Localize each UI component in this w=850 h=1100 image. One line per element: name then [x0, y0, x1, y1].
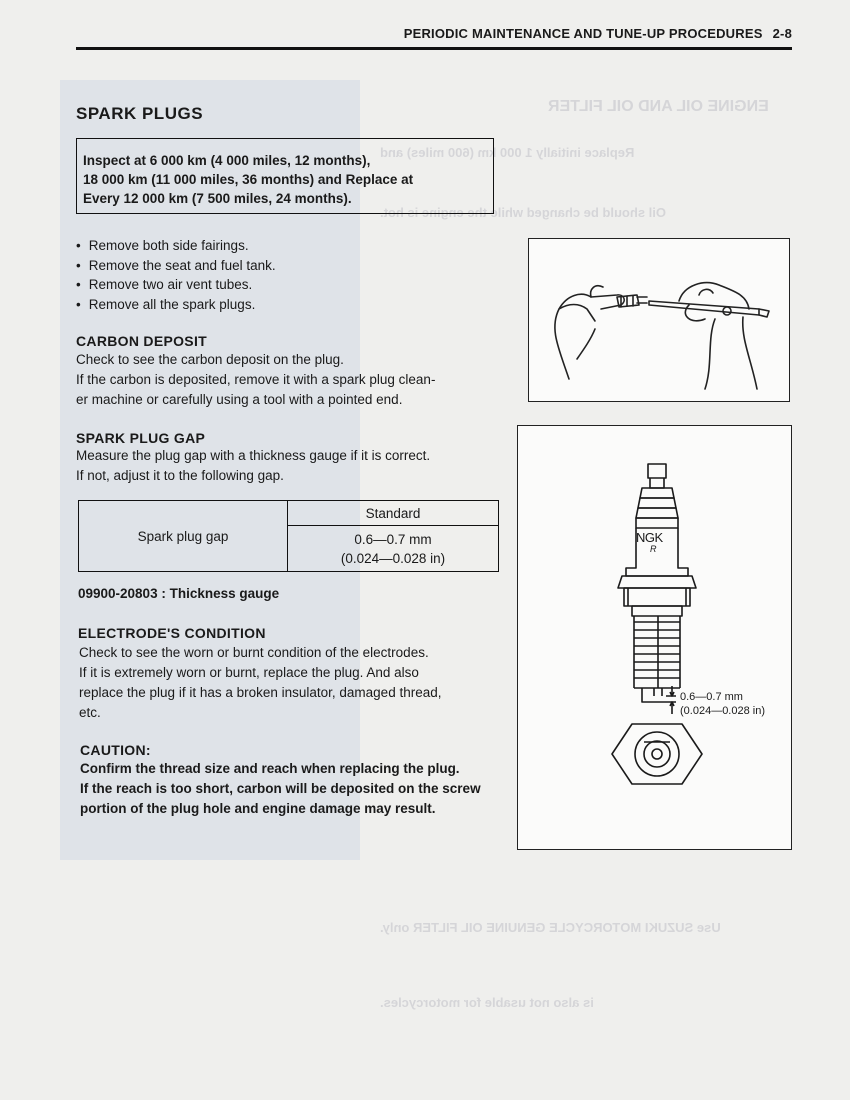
caution-text — [80, 759, 481, 819]
list-item: • Remove all the spark plugs. — [76, 295, 276, 315]
paragraph-line: Confirm the thread size and reach when replacing the plug. — [80, 761, 460, 776]
paragraph-line: portion of the plug hole and engine damage may result. — [80, 801, 436, 816]
header-title: PERIODIC MAINTENANCE AND TUNE-UP PROCEDURES — [403, 26, 763, 41]
carbon-deposit-heading: CARBON DEPOSIT — [76, 333, 207, 349]
paragraph-line: If not, adjust it to the following gap. — [76, 468, 284, 483]
electrode-condition-heading: ELECTRODE'S CONDITION — [78, 625, 266, 641]
header-rule — [76, 47, 792, 50]
bleed-through-text: is also not usable for motorcycles. — [380, 995, 594, 1010]
interval-line: Inspect at 6 000 km (4 000 miles, 12 months), — [83, 153, 371, 168]
gap-spec-table — [78, 500, 499, 572]
bleed-through-text: ENGINE OIL AND OIL FILTER — [548, 98, 769, 115]
caution-heading: CAUTION: — [80, 742, 151, 758]
table-cell-value — [288, 526, 499, 572]
page-number: 2-8 — [772, 26, 792, 41]
plug-cleaning-figure — [528, 238, 790, 402]
spark-plug-gap-figure — [517, 425, 792, 850]
gap-value-mm: 0.6—0.7 mm — [354, 531, 432, 547]
table-header: Standard — [288, 501, 499, 526]
bleed-through-text: Oil should be changed while the engine is hot. — [380, 205, 667, 220]
carbon-deposit-text — [76, 350, 435, 410]
gap-value-in: (0.024—0.028 in) — [340, 550, 446, 566]
paragraph-line: Measure the plug gap with a thickness gauge if it is correct. — [76, 448, 431, 463]
paragraph-line: Check to see the carbon deposit on the plug. — [76, 352, 344, 367]
interval-box — [76, 138, 494, 214]
table-row-label: Spark plug gap — [79, 501, 288, 572]
paragraph-line: Check to see the worn or burnt condition of the electrodes. — [79, 645, 429, 660]
paragraph-line: If the reach is too short, carbon will be deposited on the screw — [80, 781, 481, 796]
spark-plug-illustration — [518, 426, 790, 848]
section-title: SPARK PLUGS — [76, 104, 204, 123]
spark-plug-gap-heading: SPARK PLUG GAP — [76, 430, 206, 446]
gap-dimension-label — [680, 690, 765, 718]
brand-logo: NGK — [636, 530, 663, 545]
hands-with-tool-illustration — [529, 239, 788, 400]
gap-dimension-in: (0.024—0.028 in) — [680, 705, 765, 717]
list-item: • Remove the seat and fuel tank. — [76, 256, 276, 276]
interval-line: Every 12 000 km (7 500 miles, 24 months). — [83, 191, 352, 206]
paragraph-line: replace the plug if it has a broken insulator, damaged thread, — [79, 685, 442, 700]
tool-reference: 09900-20803 : Thickness gauge — [78, 586, 280, 601]
removal-steps-list — [76, 236, 276, 314]
spark-plug-gap-text — [76, 446, 430, 486]
brand-logo-sub: R — [650, 544, 657, 554]
running-header — [404, 26, 792, 41]
bleed-through-text: Replace initially 1 000 km (600 miles) and — [380, 145, 635, 160]
electrode-condition-text — [79, 643, 441, 723]
bleed-through-text: Use SUZUKI MOTORCYCLE GENUINE OIL FILTER only. — [380, 920, 721, 935]
paragraph-line: etc. — [79, 705, 101, 720]
list-item: • Remove two air vent tubes. — [76, 275, 276, 295]
gap-dimension-mm: 0.6—0.7 mm — [680, 691, 743, 703]
list-item: • Remove both side fairings. — [76, 236, 276, 256]
paragraph-line: If the carbon is deposited, remove it with a spark plug clean- — [76, 372, 436, 387]
paragraph-line: If it is extremely worn or burnt, replace the plug. And also — [79, 665, 419, 680]
paragraph-line: er machine or carefully using a tool with a pointed end. — [76, 392, 403, 407]
interval-line: 18 000 km (11 000 miles, 36 months) and Replace at — [83, 172, 414, 187]
